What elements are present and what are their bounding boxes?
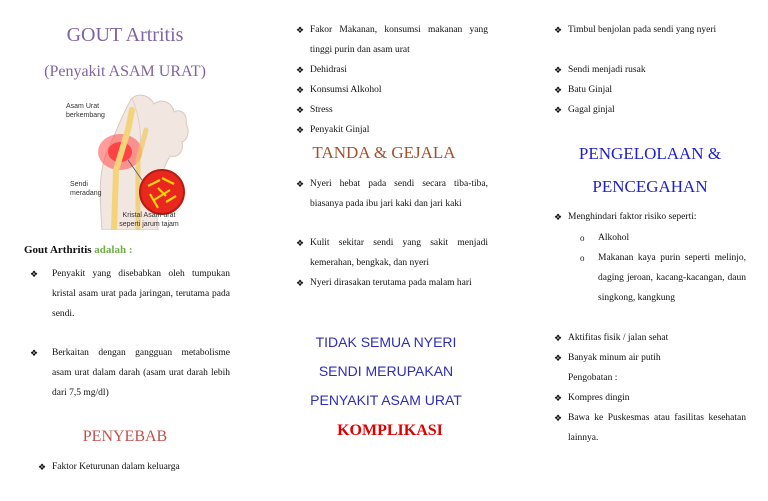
pengelolaan-heading-line2: PENCEGAHAN [592, 177, 708, 196]
komplikasi-item: ❖ Batu Ginjal [554, 80, 746, 100]
figure-label-kristal: Kristal Asam urat seperti jarum tajam [119, 212, 179, 228]
komplikasi-item: ❖ Sendi menjadi rusak [554, 60, 746, 80]
definition-heading [24, 244, 133, 256]
diamond-bullet-icon: ❖ [554, 212, 563, 222]
diamond-bullet-icon: ❖ [554, 65, 563, 75]
diamond-bullet-icon: ❖ [554, 353, 563, 363]
sub-item: o Makanan kaya purin seperti melinjo, daging jeroan, kacang-kacangan, daun singkong, kangkung [580, 248, 746, 308]
definition-heading-adalah: adalah : [94, 244, 133, 256]
penyebab-item: ❖ Stress [296, 100, 488, 120]
diamond-bullet-icon: ❖ [554, 413, 563, 423]
diamond-bullet-icon: ❖ [554, 105, 563, 115]
diamond-bullet-icon: ❖ [296, 105, 305, 115]
diamond-bullet-icon: ❖ [38, 462, 47, 472]
diamond-bullet-icon: ❖ [296, 85, 305, 95]
komplikasi-heading: KOMPLIKASI [337, 422, 443, 439]
definition-item: ❖ Penyakit yang disebabkan oleh tumpukan kristal asam urat pada jaringan, terutama pada sendi. [30, 264, 230, 324]
penyebab-item: ❖ Dehidrasi [296, 60, 488, 80]
doc-title: GOUT Artritis [66, 24, 184, 46]
doc-subtitle: (Penyakit ASAM URAT) [44, 63, 206, 80]
pengelolaan-heading-line1: PENGELOLAAN & [578, 144, 722, 163]
prevent-item: ❖ Aktifitas fisik / jalan sehat [554, 328, 754, 348]
penyebab-item: ❖ Faktor Keturunan dalam keluarga [38, 457, 248, 477]
prevent-item: ❖ Banyak minum air putih [554, 348, 754, 368]
pengobatan-label: Pengobatan : [568, 373, 618, 383]
tanda-item: ❖ Kulit sekitar sendi yang sakit menjadi kemerahan, bengkak, dan nyeri [296, 233, 488, 273]
diamond-bullet-icon: ❖ [554, 85, 563, 95]
tanda-gejala-heading: TANDA & GEJALA [312, 143, 456, 162]
diamond-bullet-icon: ❖ [30, 348, 39, 358]
callout-line: TIDAK SEMUA NYERI [315, 334, 457, 350]
penyebab-item: ❖ Konsumsi Alkohol [296, 80, 488, 100]
penyebab-item: ❖ Fakor Makanan, konsumsi makanan yang tinggi purin dan asam urat [296, 20, 488, 60]
penyebab-heading: PENYEBAB [82, 428, 168, 445]
diamond-bullet-icon: ❖ [30, 269, 39, 279]
diamond-bullet-icon: ❖ [296, 238, 305, 248]
figure-label-asam-urat: Asam Urat berkembang [66, 103, 105, 119]
diamond-bullet-icon: ❖ [554, 25, 563, 35]
definition-item: ❖ Berkaitan dengan gangguan metabolisme asam urat dalam darah (asam urat darah lebih dari 7,5 mg/dl) [30, 343, 230, 403]
diamond-bullet-icon: ❖ [554, 333, 563, 343]
callout-line: PENYAKIT ASAM URAT [310, 392, 462, 408]
definition-heading-term: Gout Arthritis [24, 244, 92, 256]
diamond-bullet-icon: ❖ [296, 65, 305, 75]
prevent-intro: ❖ Menghindari faktor risiko seperti: [554, 207, 754, 227]
circle-bullet-icon: o [580, 253, 585, 263]
diamond-bullet-icon: ❖ [296, 179, 305, 189]
penyebab-item: ❖ Penyakit Ginjal [296, 120, 488, 140]
diamond-bullet-icon: ❖ [296, 25, 305, 35]
diamond-bullet-icon: ❖ [296, 125, 305, 135]
figure-label-sendi: Sendi meradang [70, 181, 102, 197]
tanda-item: ❖ Nyeri hebat pada sendi secara tiba-tiba, biasanya pada ibu jari kaki dan jari kaki [296, 174, 488, 214]
callout-line: SENDI MERUPAKAN [318, 363, 454, 379]
pengobatan-item: ❖ Bawa ke Puskesmas atau fasilitas kesehatan lainnya. [554, 408, 746, 448]
komplikasi-item: ❖ Gagal ginjal [554, 100, 746, 120]
komplikasi-item: ❖ Timbul benjolan pada sendi yang nyeri [554, 20, 746, 40]
tanda-item: ❖ Nyeri dirasakan terutama pada malam hari [296, 273, 488, 293]
sub-item: o Alkohol [580, 228, 746, 248]
pengobatan-item: ❖ Kompres dingin [554, 388, 754, 408]
diamond-bullet-icon: ❖ [296, 278, 305, 288]
diamond-bullet-icon: ❖ [554, 393, 563, 403]
circle-bullet-icon: o [580, 233, 585, 243]
